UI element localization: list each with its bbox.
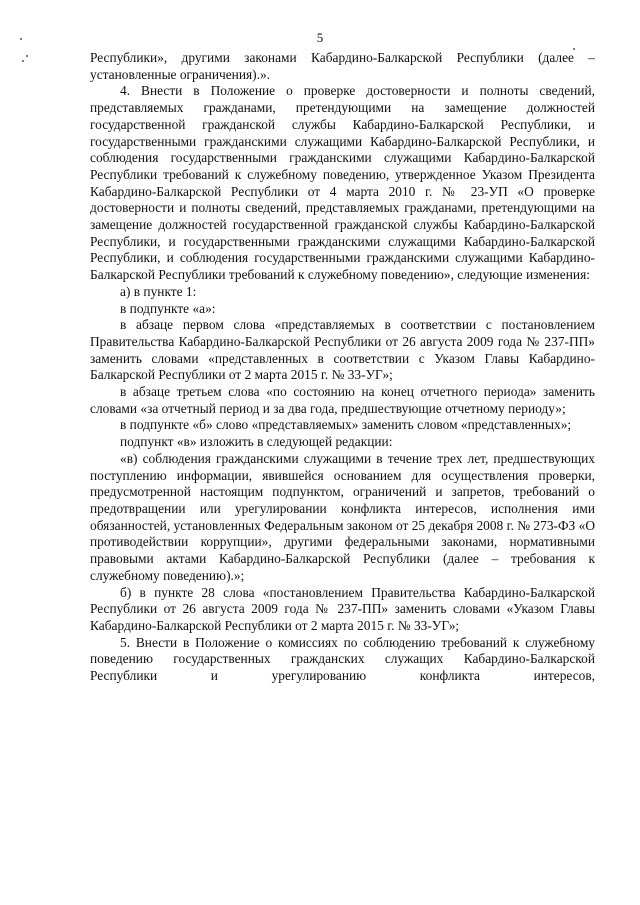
paragraph: а) в пункте 1:: [120, 283, 197, 299]
scan-speck: [26, 55, 28, 57]
paragraph: б) в пункте 28 слова «постановлением Правительства Кабардино-Балкарской Республики от 26 августа 2009 года № 237-ПП» заменить словами «Указом Главы Кабардино-Балкарской Республики от 2 марта 2015 г. № 33-УГ»;: [90, 584, 595, 633]
paragraph: Республики», другими законами Кабардино-Балкарской Республики (далее – установленные ограничения).».: [90, 50, 595, 82]
document-body: [90, 50, 595, 685]
paragraph: подпункт «в» изложить в следующей редакции:: [120, 434, 393, 450]
paragraph: в подпункте «а»:: [120, 300, 216, 316]
paragraph: в абзаце третьем слова «по состоянию на конец отчетного периода» заменить словами «за отчетный период и за два года, предшествующие отчетному периоду»;: [90, 384, 595, 416]
paragraph: в абзаце первом слова «представляемых в соответствии с постановлением Правительства Кабардино-Балкарской Республики от 26 августа 2009 года № 237-ПП» заменить словами «представленных в соответствии с Указом Главы Кабардино-Балкарской Республики от 2 марта 2015 г. № 33-УГ»;: [90, 317, 595, 383]
paragraph: в подпункте «б» слово «представляемых» заменить словом «представленных»;: [120, 417, 572, 433]
paragraph: 5. Внести в Положение о комиссиях по соблюдению требований к служебному поведению государственных гражданских служащих Кабардино-Балкарской Республики и урегулированию конфликта интересов,: [90, 634, 595, 684]
paragraph: «в) соблюдения гражданскими служащими в течение трех лет, предшествующих поступлению информации, явившейся основанием для осуществления проверки, предусмотренной настоящим подпунктом, ограничений и запретов, требований о предотвращении или урегулировании конфликта интересов, исполнения ими обязанностей, установленных Федеральным законом от 25 декабря 2008 г. № 273-ФЗ «О противодействии коррупции», другими федеральными законами, нормативными правовыми актами Кабардино-Балкарской Республики (далее – требования к служебному поведению).»;: [90, 450, 595, 583]
scan-speck: [22, 60, 24, 62]
page-number: 5: [316, 30, 324, 45]
paragraph: 4. Внести в Положение о проверке достоверности и полноты сведений, представляемых гражданами, претендующими на замещение должностей государственной гражданской службы Кабардино-Балкарской Республики, и государственными гражданскими служащими Кабардино-Балкарской Республики, и соблюдения государственными гражданскими служащими Кабардино-Балкарской Республики требований к служебному поведению, утвержденное Указом Президента Кабардино-Балкарской Республики от 4 марта 2010 г. № 23-УП «О проверке достоверности и полноты сведений, представляемых гражданами, претендующими на замещение должностей государственной гражданской службы Кабардино-Балкарской Республики, и государственными гражданскими служащими Кабардино-Балкарской Республики, и соблюдения государственными гражданскими служащими Кабардино-Балкарской Республики требований к служебному поведению», следующие изменения:: [90, 83, 595, 283]
